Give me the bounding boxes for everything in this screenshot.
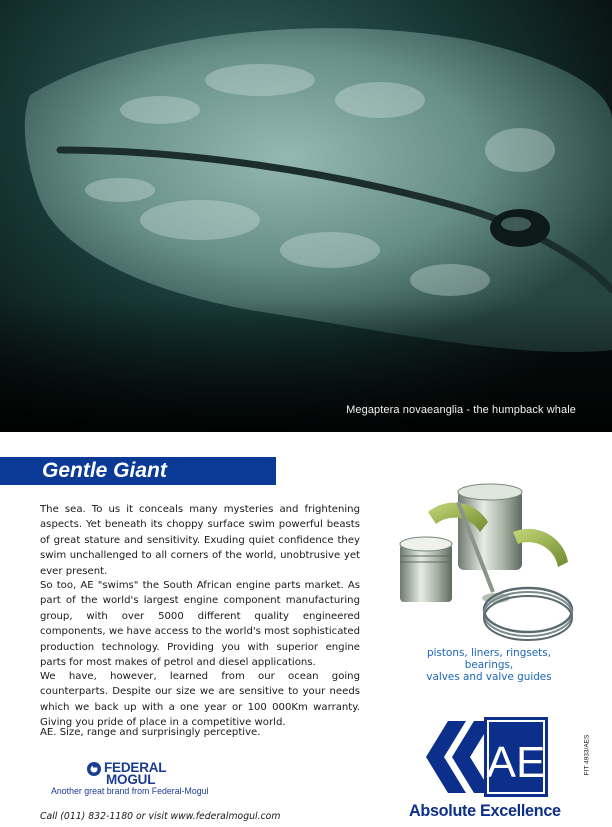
ae-wordmark: Absolute Excellence bbox=[409, 802, 561, 820]
federal-mogul-tagline: Another great brand from Federal-Mogul bbox=[51, 786, 209, 796]
reference-code-text: FIT 4933/AES bbox=[583, 734, 591, 776]
headline: Gentle Giant bbox=[42, 459, 167, 482]
federal-mogul-logo-icon bbox=[86, 761, 102, 777]
body-paragraph-3: We have, however, learned from our ocean going counterparts. Despite our size we are sensitive to your needs which we back up with a one year or 100 000Km warranty. Giving you pride of place in a competitive world. bbox=[40, 671, 360, 729]
piston bbox=[400, 544, 452, 602]
body-paragraph-2: So too, AE "swims" the South African engine parts market. As part of the world's largest engine component manufacturing group, with over 5000 different quality engineered components, we have access to the world's most sophisticated production technology. Providing you with superior engine parts for most makes of petrol and diesel applications. bbox=[40, 580, 360, 669]
ae-logo-icon bbox=[426, 717, 550, 797]
reference-code bbox=[581, 727, 593, 783]
piston-ring bbox=[484, 588, 572, 632]
federal-mogul-name bbox=[104, 762, 166, 785]
ae-logo-text: AE bbox=[486, 738, 546, 787]
engine-parts-image bbox=[388, 482, 576, 642]
federal-mogul-name-line-2: MOGUL bbox=[106, 771, 156, 787]
product-caption-line-1: pistons, liners, ringsets, bearings, bbox=[427, 647, 551, 671]
body-paragraph-1: The sea. To us it conceals many mysteries and frightening aspects. Yet beneath its choppy surface swim powerful beasts of great stature and sensitivity. Exuding quiet confidence they swim unchallenged to all corners of the world, unobtrusive yet ever present. bbox=[40, 504, 360, 577]
body-paragraph-4: AE. Size, range and surprisingly perceptive. bbox=[40, 727, 261, 738]
photo-caption: Megaptera novaeanglia - the humpback whale bbox=[346, 404, 576, 416]
federal-mogul-name-line-1: FEDERAL bbox=[104, 760, 167, 775]
contact-line: Call (011) 832-1180 or visit www.federalmogul.com bbox=[40, 811, 281, 822]
product-caption bbox=[404, 647, 574, 683]
product-caption-line-2: valves and valve guides bbox=[426, 671, 552, 683]
